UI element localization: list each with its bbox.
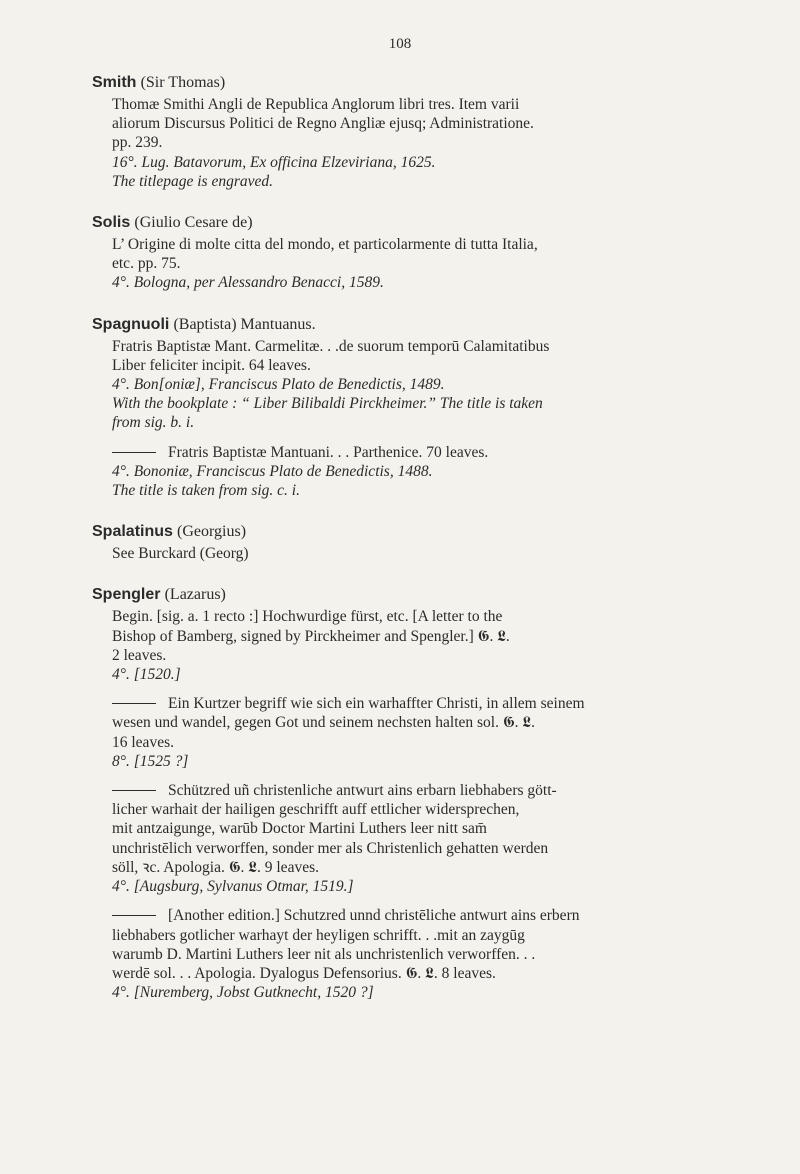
author-name: Spalatinus: [92, 523, 173, 541]
title-text: Thomæ Smithi Angli de Republica Anglorum libri tres. Item varii: [112, 96, 520, 113]
title-line: [112, 839, 744, 858]
author-qualifier: (Lazarus): [164, 586, 226, 604]
work-record: [112, 906, 744, 1002]
ditto-dash: [112, 703, 156, 704]
title-text: unchristēlich verworffen, sonder mer als Christenlich gehatten werden: [112, 839, 549, 857]
title-line: [112, 858, 744, 877]
imprint-line: 4°. [Augsburg, Sylvanus Otmar, 1519.]: [112, 878, 354, 896]
title-line: [112, 114, 744, 133]
title-line: [112, 337, 744, 356]
title-line: [112, 356, 744, 375]
title-text: etc. pp. 75.: [112, 255, 181, 273]
title-text: mit antzaigunge, warūb Doctor Martini Luthers leer nitt sam̄: [112, 820, 487, 838]
title-line: [112, 926, 744, 945]
title-line: [112, 964, 744, 983]
title-text: liebhabers gotlicher warhayt der heyligen schrifft. . .mit an zaygūg: [112, 926, 525, 944]
author-name: Solis: [92, 214, 131, 232]
note-line: With the bookplate : “ Liber Bilibaldi Pirckheimer.” The title is taken: [112, 395, 543, 413]
title-line: [112, 544, 744, 563]
title-text: warumb D. Martini Luthers leer nit als unchristenlich verworffen. . .: [112, 945, 536, 963]
imprint-line: 4°. Bon[oniæ], Franciscus Plato de Benedictis, 1489.: [112, 376, 445, 394]
title-line: [112, 781, 744, 800]
catalogue-entry: [92, 312, 744, 501]
title-text: See Burckard (Georg): [112, 545, 249, 563]
title-line: [112, 713, 744, 732]
imprint-line: 4°. Bononiæ, Franciscus Plato de Benedictis, 1488.: [112, 462, 433, 480]
title-text: 2 leaves.: [112, 646, 167, 664]
catalogue-entry: [92, 210, 744, 293]
entry-heading: [92, 70, 744, 94]
catalogue-entry: [92, 519, 744, 563]
entry-heading: [92, 519, 744, 543]
catalogue-entry: [92, 582, 744, 1002]
title-text: söll, ꝛc. Apologia. 𝕲. 𝕷. 9 leaves.: [112, 858, 319, 876]
author-qualifier: (Georgius): [177, 523, 247, 541]
imprint-line: 4°. [Nuremberg, Jobst Gutknecht, 1520 ?]: [112, 984, 374, 1002]
work-record: [112, 337, 744, 433]
title-line: [112, 254, 744, 273]
author-qualifier: (Sir Thomas): [140, 74, 226, 91]
work-record: [112, 443, 744, 501]
work-record: [112, 95, 744, 191]
title-text: Schützred uñ christenliche antwurt ains erbarn liebhabers gött-: [168, 782, 557, 800]
title-text: wesen und wandel, gegen Got und seinem nechsten halten sol. 𝕲. 𝕷.: [112, 714, 536, 732]
title-text: licher warhait der hailigen geschrifft auff ettlicher widersprechen,: [112, 801, 520, 819]
work-record: [112, 607, 744, 684]
title-text: Ein Kurtzer begriff wie sich ein warhaffter Christi, in allem seinem: [168, 695, 585, 713]
author-qualifier: (Baptista) Mantuanus.: [173, 315, 316, 333]
imprint-line: 4°. Bologna, per Alessandro Benacci, 1589.: [112, 274, 384, 292]
imprint-line: 4°. [1520.]: [112, 666, 181, 684]
page-number: 108: [388, 36, 412, 52]
note-line: The titlepage is engraved.: [112, 172, 273, 190]
title-text: 16 leaves.: [112, 733, 174, 751]
ditto-dash: [112, 452, 156, 453]
title-text: werdē sol. . . Apologia. Dyalogus Defensorius. 𝕲. 𝕷. 8 leaves.: [112, 964, 496, 982]
title-text: Bishop of Bamberg, signed by Pirckheimer and Spengler.] 𝕲. 𝕷.: [112, 627, 510, 645]
title-text: aliorum Discursus Politici de Regno Angliæ ejusq; Administratione.: [112, 115, 534, 133]
title-line: [112, 945, 744, 964]
title-text: Fratris Baptistæ Mantuani. . . Parthenice. 70 leaves.: [168, 443, 489, 461]
author-qualifier: (Giulio Cesare de): [134, 214, 253, 232]
entry-heading: [92, 210, 744, 234]
title-line: [112, 627, 744, 646]
ditto-dash: [112, 790, 156, 791]
author-name: Spagnuoli: [92, 315, 170, 333]
catalogue-entries: [92, 70, 744, 1021]
entry-heading: [92, 312, 744, 336]
title-line: [112, 819, 744, 838]
entry-heading: [92, 582, 744, 606]
title-line: [112, 607, 744, 626]
work-record: [112, 781, 744, 896]
title-line: [112, 133, 744, 152]
title-line: [112, 800, 744, 819]
title-line: [112, 443, 744, 462]
ditto-dash: [112, 915, 156, 916]
title-text: L’ Origine di molte citta del mondo, et particolarmente di tutta Italia,: [112, 236, 538, 254]
work-record: [112, 694, 744, 771]
work-record: [112, 544, 744, 563]
title-line: [112, 694, 744, 713]
title-text: Liber feliciter incipit. 64 leaves.: [112, 356, 311, 374]
author-name: Spengler: [92, 586, 161, 604]
title-line: [112, 733, 744, 752]
title-text: [Another edition.] Schutzred unnd christēliche antwurt ains erbern: [168, 907, 580, 925]
imprint-line: 16°. Lug. Batavorum, Ex officina Elzeviriana, 1625.: [112, 153, 436, 171]
title-text: pp. 239.: [112, 134, 163, 152]
title-line: [112, 906, 744, 925]
work-record: [112, 235, 744, 293]
catalogue-entry: [92, 70, 744, 191]
title-line: [112, 95, 744, 114]
title-text: Fratris Baptistæ Mant. Carmelitæ. . .de suorum temporū Calamitatibus: [112, 337, 550, 355]
imprint-line: 8°. [1525 ?]: [112, 752, 189, 770]
title-line: [112, 646, 744, 665]
author-name: Smith: [92, 74, 137, 91]
note-line: from sig. b. i.: [112, 414, 195, 432]
title-text: Begin. [sig. a. 1 recto :] Hochwurdige fürst, etc. [A letter to the: [112, 608, 503, 626]
note-line: The title is taken from sig. c. i.: [112, 482, 300, 500]
title-line: [112, 235, 744, 254]
